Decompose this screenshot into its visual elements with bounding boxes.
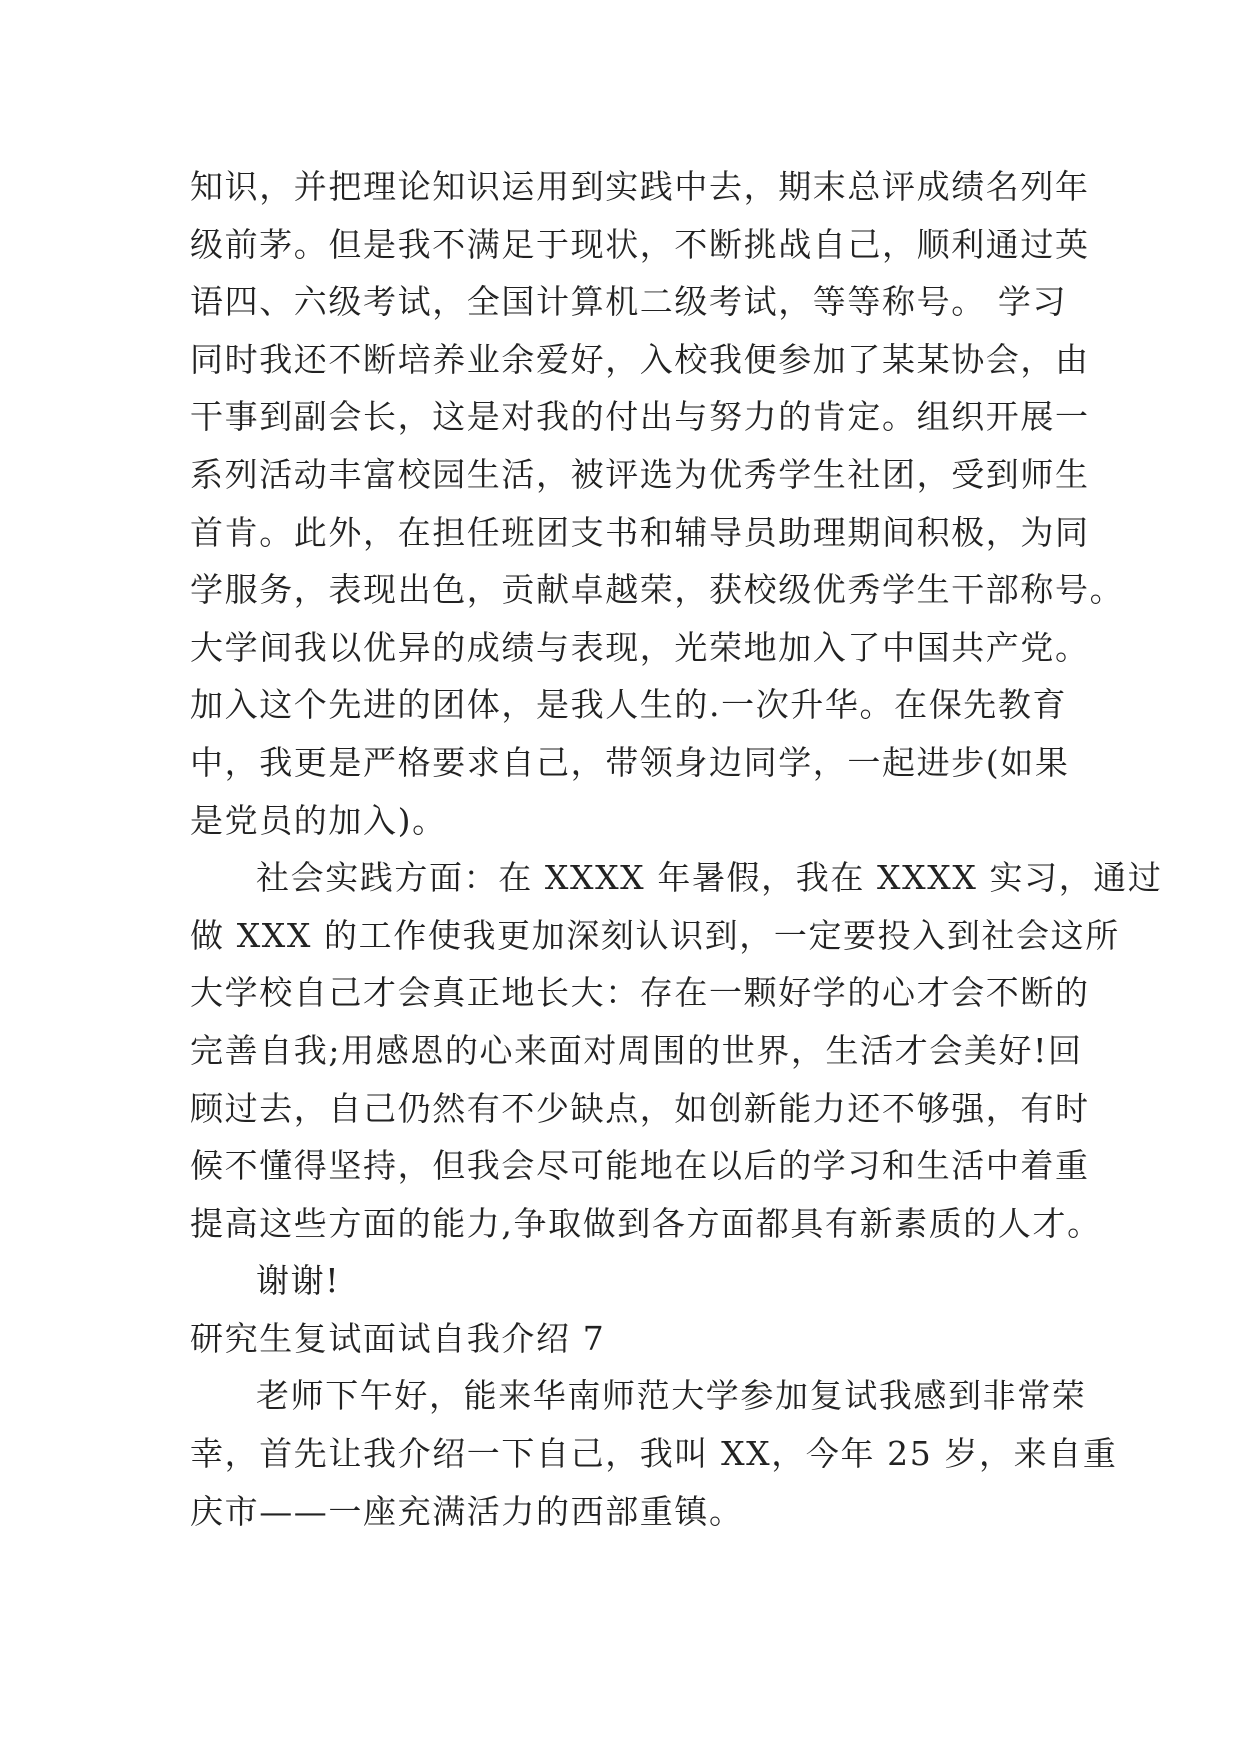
paragraph-start-line: 社会实践方面：在 XXXX 年暑假，我在 XXXX 实习，通过 bbox=[256, 858, 1163, 898]
text-line: 干事到副会长，这是对我的付出与努力的肯定。组织开展一 bbox=[190, 397, 1090, 437]
text-line: 级前茅。但是我不满足于现状，不断挑战自己，顺利通过英 bbox=[190, 224, 1090, 264]
text-line: 庆市——一座充满活力的西部重镇。 bbox=[190, 1491, 744, 1531]
text-line: 顾过去，自己仍然有不少缺点，如创新能力还不够强，有时 bbox=[190, 1088, 1090, 1128]
document-body bbox=[190, 158, 1163, 1540]
text-line: 学服务，表现出色，贡献卓越荣，获校级优秀学生干部称号。 bbox=[190, 570, 1125, 610]
text-line: 完善自我;用感恩的心来面对周围的世界，生活才会美好!回 bbox=[190, 1030, 1083, 1070]
text-line: 幸，首先让我介绍一下自己，我叫 XX，今年 25 岁，来自重 bbox=[190, 1434, 1118, 1474]
text-line: 加入这个先进的团体，是我人生的.一次升华。在保先教育 bbox=[190, 685, 1068, 725]
text-line: 首肯。此外，在担任班团支书和辅导员助理期间积极，为同 bbox=[190, 512, 1090, 552]
text-line: 大学间我以优异的成绩与表现，光荣地加入了中国共产党。 bbox=[190, 627, 1090, 667]
text-line: 知识，并把理论知识运用到实践中去，期末总评成绩名列年 bbox=[190, 167, 1090, 206]
text-line: 做 XXX 的工作使我更加深刻认识到，一定要投入到社会这所 bbox=[190, 915, 1120, 955]
thanks-line: 谢谢! bbox=[256, 1261, 341, 1301]
text-line: 提高这些方面的能力,争取做到各方面都具有新素质的人才。 bbox=[190, 1203, 1102, 1243]
text-line: 候不懂得坚持，但我会尽可能地在以后的学习和生活中着重 bbox=[190, 1146, 1090, 1186]
section-heading: 研究生复试面试自我介绍 7 bbox=[190, 1318, 606, 1358]
text-line: 中，我更是严格要求自己，带领身边同学，一起进步(如果 bbox=[190, 742, 1070, 782]
paragraph-start-line: 老师下午好，能来华南师范大学参加复试我感到非常荣 bbox=[256, 1376, 1087, 1416]
text-line: 语四、六级考试，全国计算机二级考试，等等称号。 学习 bbox=[190, 282, 1068, 322]
text-line: 是党员的加入)。 bbox=[190, 800, 447, 840]
text-line: 系列活动丰富校园生活，被评选为优秀学生社团，受到师生 bbox=[190, 454, 1090, 494]
text-line: 大学校自己才会真正地长大：存在一颗好学的心才会不断的 bbox=[190, 973, 1090, 1013]
text-line: 同时我还不断培养业余爱好，入校我便参加了某某协会，由 bbox=[190, 339, 1090, 379]
